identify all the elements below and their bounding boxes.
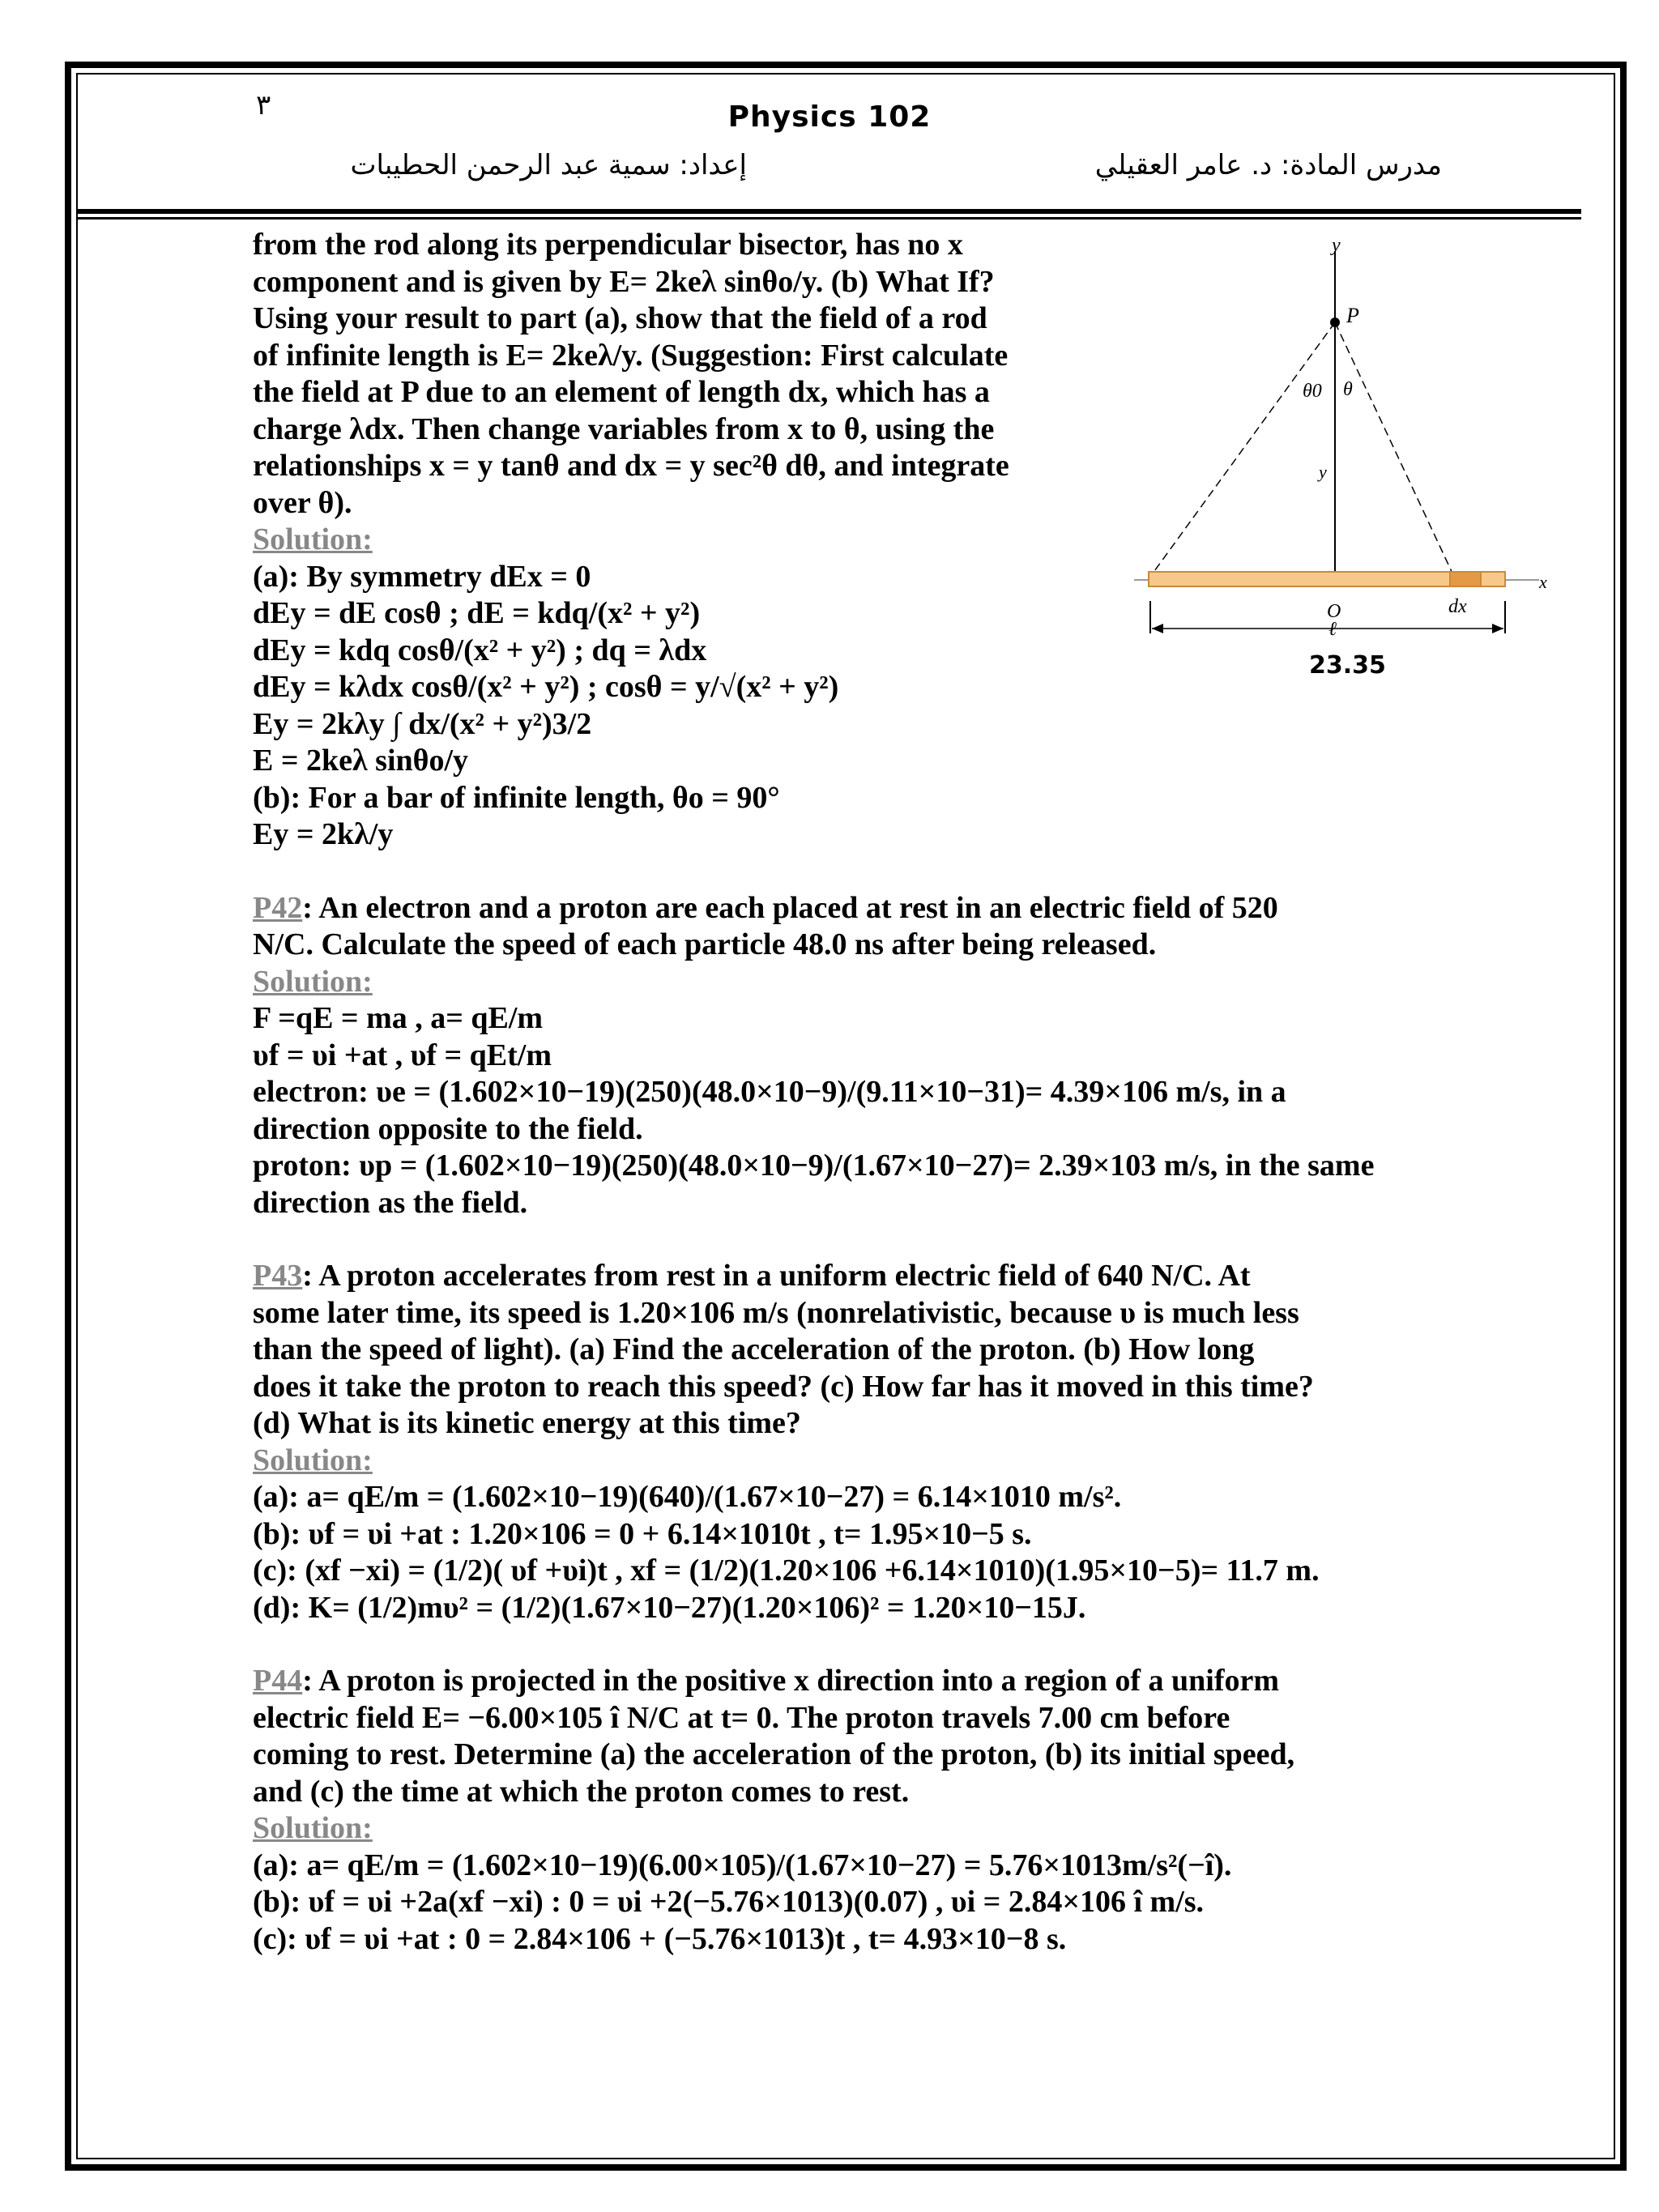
page-title: Physics 102 xyxy=(727,100,932,134)
p41-line: the field at P due to an element of length dx, which has a xyxy=(253,375,990,409)
p42-solution-line: F =qE = ma , a= qE/m xyxy=(253,1001,544,1035)
p42-question-line: N/C. Calculate the speed of each particle 48.0 ns after being released. xyxy=(253,927,1157,961)
p42-solution-line: direction as the field. xyxy=(253,1185,528,1220)
p44-solution-line: (a): a= qE/m = (1.602×10−19)(6.00×105)/(1.67×10−27) = 5.76×1013m/s²(−î). xyxy=(253,1848,1232,1882)
p41-solution-line: E = 2keλ sinθo/y xyxy=(253,744,469,778)
p41-solution-line: Ey = 2kλ/y xyxy=(253,817,394,851)
p42-solution-line: υf = υi +at , υf = qEt/m xyxy=(253,1038,552,1072)
rod-element-dx xyxy=(1450,572,1481,586)
p41-solution-line: (a): By symmetry dEx = 0 xyxy=(253,559,591,594)
dx-label: dx xyxy=(1448,596,1467,617)
problem-label-p43: P43 xyxy=(253,1259,303,1293)
header-rule-thin xyxy=(78,217,1581,219)
p43-solution-line: (a): a= qE/m = (1.602×10−19)(640)/(1.67×10−27) = 6.14×1010 m/s². xyxy=(253,1480,1122,1514)
y-axis-label: y xyxy=(1332,235,1341,256)
p41-solution-line: (b): For a bar of infinite length, θo = 90° xyxy=(253,780,780,815)
problem-label-p42: P42 xyxy=(253,890,303,925)
solution-label: Solution: xyxy=(253,1443,373,1477)
p41-line: of infinite length is E= 2keλ/y. (Suggestion: First calculate xyxy=(253,338,1009,373)
p43-question-line: (d) What is its kinetic energy at this time? xyxy=(253,1406,801,1440)
solution-label: Solution: xyxy=(253,964,373,999)
p44-question-line: electric field E= −6.00×105 î N/C at t= 0. The proton travels 7.00 cm before xyxy=(253,1700,1230,1735)
p41-line: from the rod along its perpendicular bisector, has no x xyxy=(253,228,963,262)
problem-label-p44: P44 xyxy=(253,1664,303,1698)
p43-question-line: : A proton accelerates from rest in a uniform electric field of 640 N/C. At xyxy=(302,1259,1251,1293)
header-rule-thick xyxy=(78,209,1581,214)
figure-caption: 23.35 xyxy=(1309,651,1386,680)
p42-question-line: : An electron and a proton are each placed at rest in an electric field of 520 xyxy=(302,890,1278,925)
p42-solution-line: direction opposite to the field. xyxy=(253,1111,643,1146)
preparer-credit: إعداد: سمية عبد الرحمن الحطيبات xyxy=(350,149,747,181)
y-distance-label: y xyxy=(1319,462,1327,482)
p41-line: Using your result to part (a), show that the field of a rod xyxy=(253,301,987,335)
p41-line: over θ). xyxy=(253,485,352,520)
page-number: ٣ xyxy=(256,89,271,121)
p43-solution-line: (d): K= (1/2)mυ² = (1/2)(1.67×10−27)(1.20×106)² = 1.20×10−15J. xyxy=(253,1590,1086,1625)
p43-question-line: some later time, its speed is 1.20×106 m/s (nonrelativistic, because υ is much less xyxy=(253,1295,1299,1330)
p41-line: component and is given by E= 2keλ sinθo/y. (b) What If? xyxy=(253,264,995,299)
p42-solution-line: electron: υe = (1.602×10−19)(250)(48.0×10−9)/(9.11×10−31)= 4.39×106 m/s, in a xyxy=(253,1075,1286,1109)
teacher-credit: مدرس المادة: د. عامر العقيلي xyxy=(1094,149,1442,181)
p41-solution-line: dEy = kdq cosθ/(x² + y²) ; dq = λdx xyxy=(253,633,707,667)
p41-line: charge λdx. Then change variables from x to θ, using the xyxy=(253,411,995,446)
p41-line: relationships x = y tanθ and dx = y sec²θ dθ, and integrate xyxy=(253,449,1009,483)
length-label: ℓ xyxy=(1328,619,1337,640)
p41-solution-line: dEy = kλdx cosθ/(x² + y²) ; cosθ = y/√(x² + y²) xyxy=(253,670,839,704)
p44-question-line: : A proton is projected in the positive x direction into a region of a uniform xyxy=(302,1664,1280,1698)
p41-solution-line: dEy = dE cosθ ; dE = kdq/(x² + y²) xyxy=(253,596,701,630)
p42-solution-line: proton: υp = (1.602×10−19)(250)(48.0×10−9)/(1.67×10−27)= 2.39×103 m/s, in the same xyxy=(253,1149,1375,1183)
length-arrow-right xyxy=(1492,624,1503,633)
p44-question-line: coming to rest. Determine (a) the acceleration of the proton, (b) its initial speed, xyxy=(253,1737,1295,1771)
p43-question-line: than the speed of light). (a) Find the acceleration of the proton. (b) How long xyxy=(253,1332,1255,1366)
p44-solution-line: (b): υf = υi +2a(xf −xi) : 0 = υi +2(−5.76×1013)(0.07) , υi = 2.84×106 î m/s. xyxy=(253,1885,1205,1919)
x-axis-label: x xyxy=(1539,572,1547,592)
theta0-label: θ0 xyxy=(1303,381,1322,402)
theta-label: θ xyxy=(1343,379,1353,400)
solution-label: Solution: xyxy=(253,522,373,556)
p44-solution-line: (c): υf = υi +at : 0 = 2.84×106 + (−5.76×1013)t , t= 4.93×10−8 s. xyxy=(253,1921,1067,1956)
p41-solution-line: Ey = 2kλy ∫ dx/(x² + y²)3/2 xyxy=(253,706,592,741)
document-body xyxy=(253,227,1435,1958)
p43-question-line: does it take the proton to reach this speed? (c) How far has it moved in this time? xyxy=(253,1369,1314,1404)
origin-label: O xyxy=(1327,601,1341,622)
p43-solution-line: (b): υf = υi +at : 1.20×106 = 0 + 6.14×1010t , t= 1.95×10−5 s. xyxy=(253,1516,1032,1551)
p44-question-line: and (c) the time at which the proton comes to rest. xyxy=(253,1774,910,1809)
solution-label: Solution: xyxy=(253,1811,373,1845)
p43-solution-line: (c): (xf −xi) = (1/2)( υf +υi)t , xf = (1/2)(1.20×106 +6.14×1010)(1.95×10−5)= 11.7 m. xyxy=(253,1554,1320,1588)
point-p-label: P xyxy=(1346,304,1359,327)
